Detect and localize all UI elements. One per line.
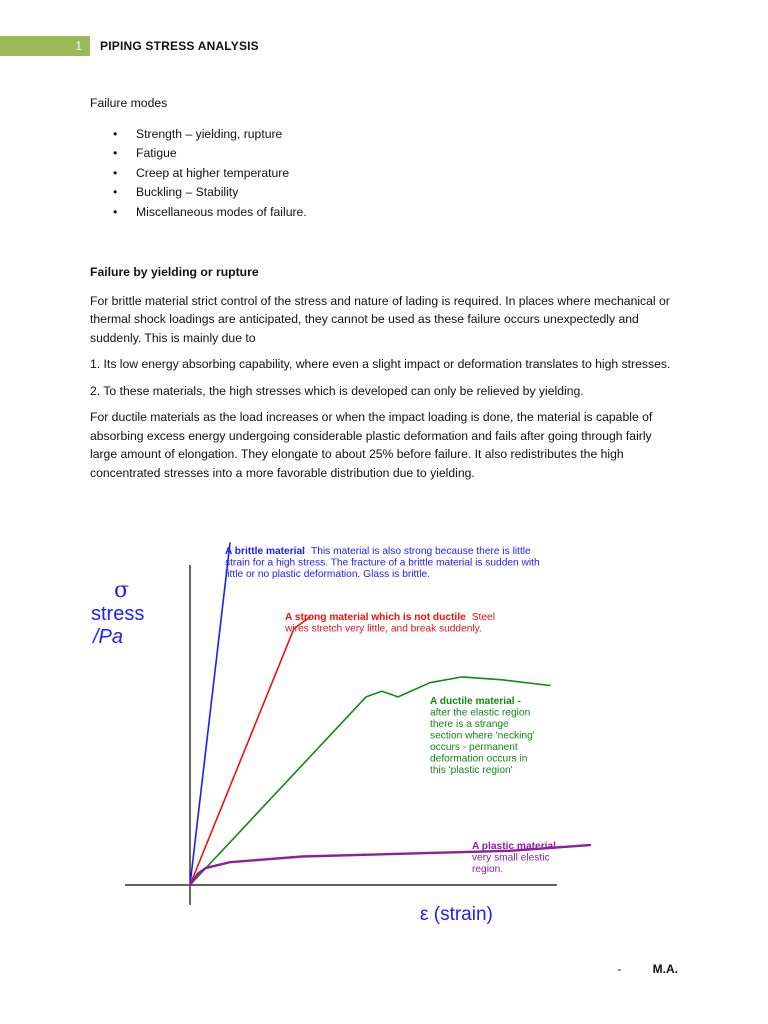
paragraph: 2. To these materials, the high stresses which is developed can only be relieved by yielding. (90, 383, 584, 398)
failure-modes-title: Failure modes (90, 96, 168, 110)
annotation-line: after the elastic region (430, 707, 531, 719)
paragraph: For ductile materials as the load increases or when the impact loading is done, the material is capable of absorbing excess energy undergoing considerable plastic deformation and fails after going through fairly large amount of elongation. They elongate to about 25% before failure. It also redistributes the high concentrated stresses into a more favorable distribution due to yielding. (90, 410, 653, 480)
annotation-line: region. (472, 864, 504, 875)
series-annotation (225, 546, 540, 580)
failure-mode-item: • Miscellaneous modes of failure. (90, 203, 680, 223)
section-heading: Failure by yielding or rupture (90, 265, 259, 280)
paragraph: 1. Its low energy absorbing capability, where even a slight impact or deformation translates to high stresses. (90, 357, 671, 372)
annotation-line: little or no plastic deformation. Glass is brittle. (225, 569, 430, 580)
annotation-title: A ductile material - (430, 696, 521, 707)
annotation-line: Steel (471, 612, 495, 623)
footer-author: M.A. (652, 962, 678, 976)
annotation-title: A plastic material - (472, 841, 563, 852)
annotation-line: section where 'necking' (430, 730, 535, 742)
annotation-title: A strong material which is not ductile (285, 612, 466, 623)
series-annotation (472, 841, 562, 875)
footer (617, 962, 678, 976)
failure-mode-item: • Strength – yielding, rupture (90, 125, 680, 145)
footer-dash: - (617, 962, 622, 976)
annotation-title: A brittle material (225, 546, 306, 557)
stress-strain-chart (80, 535, 600, 930)
failure-mode-item: • Fatigue (90, 144, 680, 164)
x-axis-label: ε (strain) (420, 904, 493, 925)
document-title: PIPING STRESS ANALYSIS (100, 39, 259, 53)
annotation-line: deformation occurs in (430, 753, 528, 765)
series-annotation (284, 612, 495, 635)
annotation-line: This material is also strong because there is little (311, 546, 531, 557)
annotation-line: strain for a high stress. The fracture of a brittle material is sudden with (225, 557, 540, 569)
failure-modes-list (90, 125, 680, 223)
stress-strain-chart-svg (80, 535, 600, 930)
series-line (190, 617, 310, 885)
document-body (90, 94, 680, 490)
annotation-line: this 'plastic region' (430, 765, 513, 776)
failure-mode-item: • Buckling – Stability (90, 183, 680, 203)
paragraph: For brittle material strict control of the stress and nature of lading is required. In places where mechanical or thermal shock loadings are anticipated, they cannot be used as these failure occurs unexpectedly and suddenly. This is mainly due to (90, 293, 670, 345)
annotation-line: very small elestic (472, 852, 550, 864)
failure-mode-item: • Creep at higher temperature (90, 164, 680, 184)
annotation-line: occurs - permanent (430, 742, 518, 753)
series-annotation (430, 696, 535, 776)
y-axis-label: σ (114, 578, 130, 603)
page-number-badge: 1 (0, 36, 90, 56)
y-axis-label: stress (91, 603, 145, 625)
annotation-line: there is a strange (430, 719, 509, 730)
y-axis-label: /Pa (93, 626, 124, 648)
annotation-line: wires stretch very little, and break suddenly. (285, 623, 482, 635)
